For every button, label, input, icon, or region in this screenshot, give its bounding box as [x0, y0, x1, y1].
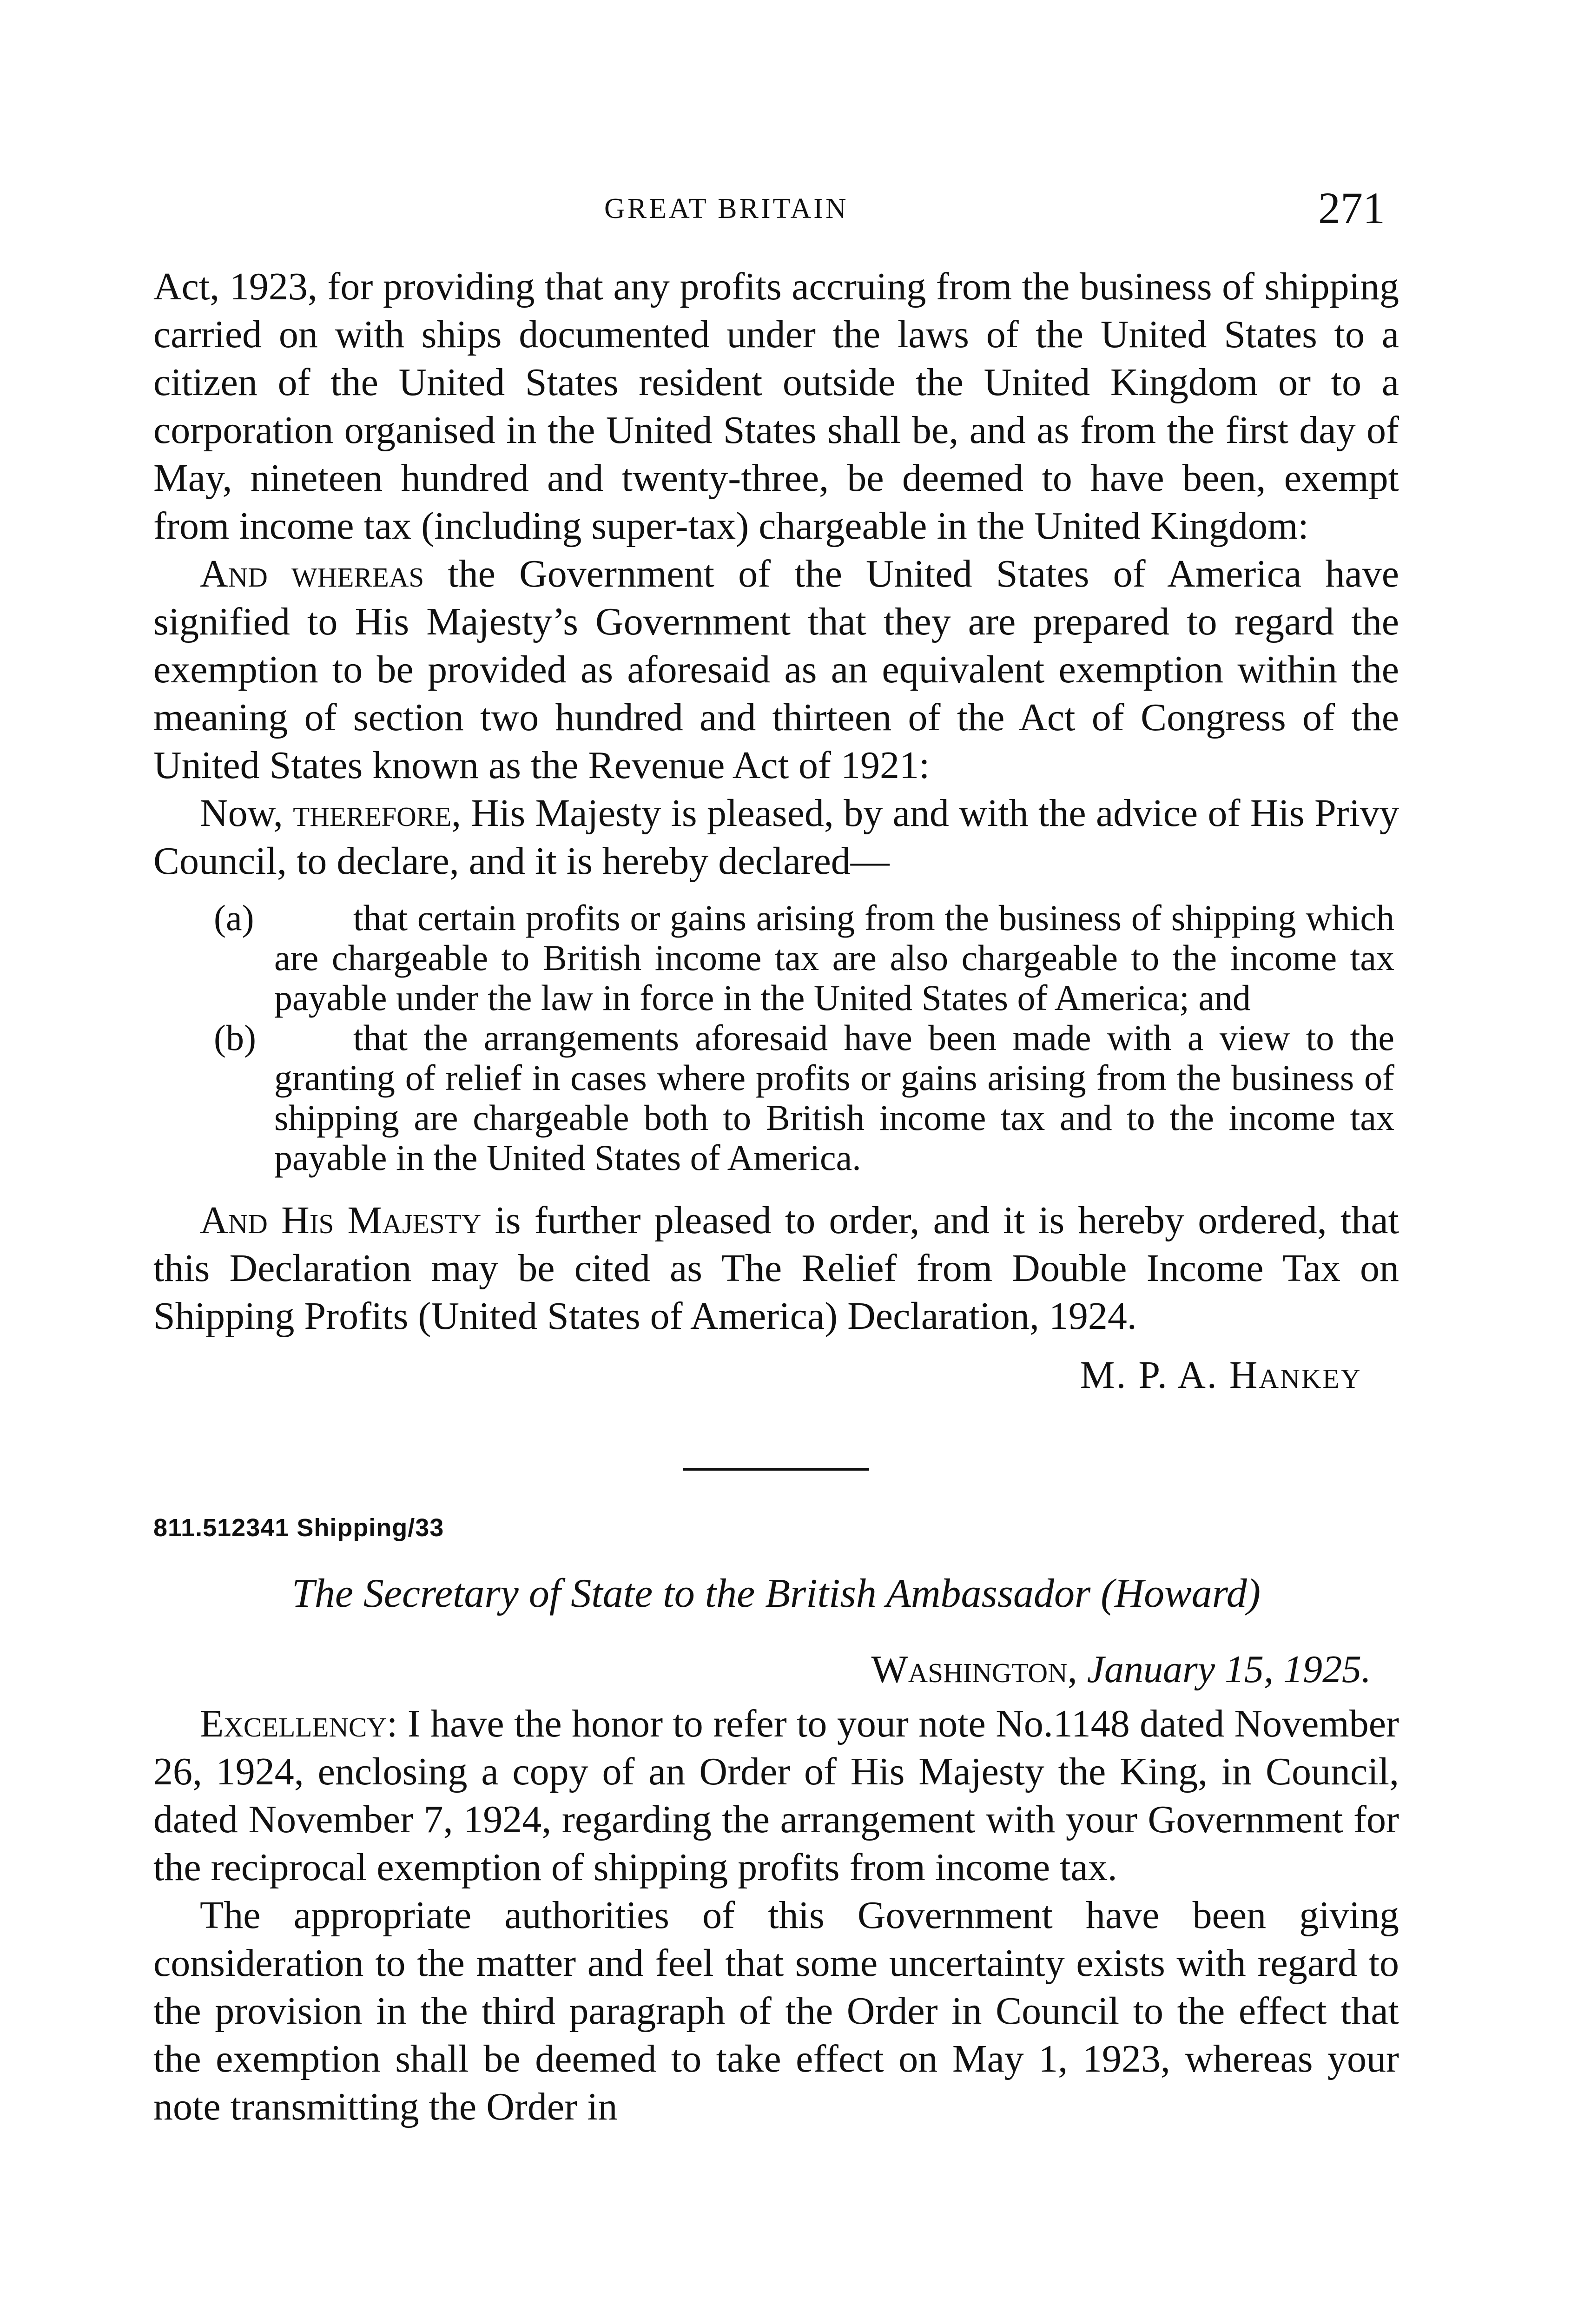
clause-b	[153, 1018, 1399, 1178]
paragraph-text: His Majesty is pleased, by and with the advice of His Privy Council, to declare, and it is hereby declared—	[153, 792, 1399, 883]
signature: M. P. A. Hankey	[1080, 1353, 1362, 1397]
dateline-place: Washington,	[871, 1648, 1077, 1691]
declaration-paragraph-4	[153, 1196, 1399, 1340]
dateline	[153, 1645, 1399, 1693]
declaration-paragraph-2	[153, 550, 1399, 789]
file-number: 811.512341 Shipping/33	[153, 1514, 444, 1542]
page-number: 271	[1318, 183, 1385, 233]
clause-marker: (a)	[214, 898, 254, 938]
salutation: Excellency:	[200, 1702, 398, 1745]
clause-list	[153, 898, 1399, 1178]
clause-a	[153, 898, 1399, 1018]
running-head: GREAT BRITAIN	[604, 193, 849, 224]
document-title: The Secretary of State to the British Ambassador (Howard)	[291, 1571, 1261, 1616]
clause-text: that the arrangements aforesaid have been made with a view to the granting of relief in cases where profits or gains arising from the business of shipping are chargeable both to British income tax and to the income tax payable in the United States of America.	[274, 1017, 1394, 1178]
paragraph-lead: And whereas	[200, 552, 424, 595]
letter-paragraph-1	[153, 1700, 1399, 1891]
declaration-paragraph-3	[153, 789, 1399, 885]
dateline-date: January 15, 1925.	[1077, 1648, 1371, 1691]
divider-rule	[683, 1468, 869, 1471]
paragraph-lead: Now,	[200, 792, 283, 835]
paragraph-text: the Government of the United States of America have signified to His Majesty’s Government that they are prepared to regard the exemption to be provided as aforesaid as an equivalent exemption within the meaning of section two hundred and thirteen of the Act of Congress of the United States known as the Revenue Act of 1921:	[153, 552, 1399, 787]
clause-marker: (b)	[214, 1017, 256, 1058]
section-divider	[153, 1434, 1399, 1482]
page-body	[153, 263, 1399, 2131]
letter-paragraph-2: The appropriate authorities of this Government have been giving consideration to the matter and feel that some uncertainty exists with regard to the provision in the third paragraph of the Order in Council to the effect that the exemption shall be deemed to take effect on May 1, 1923, whereas your note transmitting the Order in	[153, 1894, 1399, 2128]
paragraph-text: is further pleased to order, and it is hereby ordered, that this Declaration may be cited as The Relief from Double Income Tax on Shipping Profits (United States of America) Declaration, 1924.	[153, 1199, 1399, 1338]
paragraph-lead: And His Majesty	[200, 1199, 482, 1242]
paragraph-text: I have the honor to refer to your note No.1148 dated November 26, 1924, enclosing a copy of an Order of His Majesty the King, in Council, dated November 7, 1924, regarding the arrangement with your Government for the reciprocal exemption of shipping profits from income tax.	[153, 1702, 1399, 1889]
paragraph-lead-smallcaps: therefore,	[283, 792, 462, 835]
clause-text: that certain profits or gains arising from the business of shipping which are chargeable to British income tax are also chargeable to the income tax payable under the law in force in the United States of America; and	[274, 898, 1394, 1018]
page-header	[0, 182, 1571, 238]
declaration-paragraph-1: Act, 1923, for providing that any profits accruing from the business of shipping carried on with ships documented under the laws of the United States to a citizen of the United States resident outside the United Kingdom or to a corporation organised in the United States shall be, and as from the first day of May, nineteen hundred and twenty-three, be deemed to have been, exempt from income tax (including super-tax) chargeable in the United Kingdom:	[153, 265, 1399, 548]
